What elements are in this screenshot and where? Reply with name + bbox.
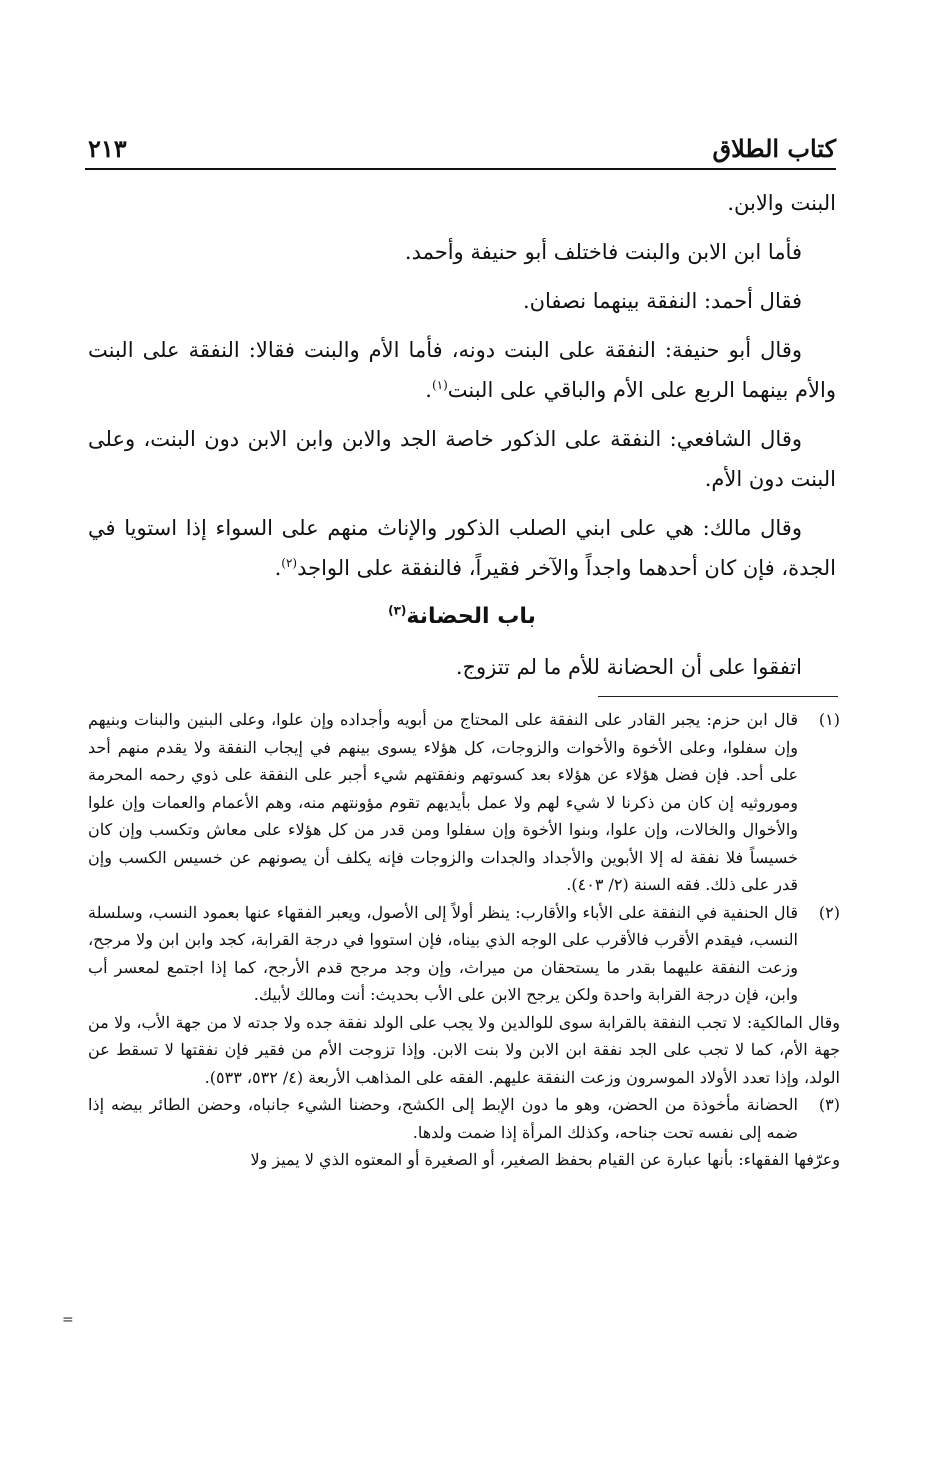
paragraph-6 [88,508,836,588]
footnote-ref-1[interactable]: (١) [431,378,448,392]
footnote-3-continuation: وعرّفها الفقهاء: بأنها عبارة عن القيام بحفظ الصغير، أو الصغيرة أو المعتوه الذي لا يميز ولا [250,1150,840,1169]
page-number: ٢١٣ [88,134,127,163]
footnote-ref-3[interactable]: (٣) [388,603,407,618]
page-header [88,130,836,170]
footnote-3-number: (٣) [818,1095,840,1114]
header-rule [85,168,836,170]
footnote-1-number: (١) [818,710,840,729]
main-text [88,183,836,687]
footnote-2-number: (٢) [818,902,840,922]
paragraph-2: فأما ابن الابن والبنت فاختلف أبو حنيفة وأحمد. [404,240,802,264]
paragraph-4-text: وقال أبو حنيفة: النفقة على البنت دونه، فأما الأم والبنت فقالا: النفقة على البنت والأم بينهما الربع على الأم والباقي على البنت [88,338,836,402]
paragraph-7: اتفقوا على أن الحضانة للأم ما لم تتزوج. [455,655,802,679]
section-heading-text: باب الحضانة [406,604,536,629]
paragraph-5: وقال الشافعي: النفقة على الذكور خاصة الجد والابن وابن الابن دون البنت، وعلى البنت دون الأم. [88,427,836,491]
footnote-2-text: قال الحنفية في النفقة على الأباء والأقارب: ينظر أولاً إلى الأصول، ويعبر الفقهاء عنها بعمود النسب، وسلسلة النسب، فيقدم الأقرب فالأقرب على الوجه الذي بيناه، فإن استووا في درجة القرابة، كجد وابن ابن ولا مرجح، وزعت النفقة عليهما بقدر ما يستحقان من ميراث، وإن وجد مرجح قدم الأرجح، كما إذا اجتمع لمعسر أب وابن، فإن درجة القرابة واحدة ولكن يرجح الابن على الأب بحديث: أنت ومالك لأبيك. [88,902,799,1004]
continuation-mark: = [62,1312,74,1328]
footnote-ref-2[interactable]: (٢) [281,556,298,570]
section-heading [88,597,836,637]
paragraph-6-end: . [274,556,282,580]
footnote-1 [88,706,840,899]
footnote-2-continuation: وقال المالكية: لا تجب النفقة بالقرابة سوى للوالدين ولا يجب على الولد نفقة جده ولا جدته لا من جهة الأب، ولا من جهة الأم، كما لا تجب على الجد نفقة ابن الابن ولا بنت الابن. وإذا تزوجت الأم من فقير فإن نفقتها لا تسقط عن الولد، وإذا تعدد الأولاد الموسرون وزعت النفقة عليهم. الفقه على المذاهب الأربعة (٤/ ٥٣٢، ٥٣٣). [88,1012,840,1087]
footnote-2 [88,899,840,1009]
running-title: كتاب الطلاق [712,134,836,163]
paragraph-3: فقال أحمد: النفقة بينهما نصفان. [522,289,802,313]
footnotes [88,706,840,1174]
paragraph-6-text: وقال مالك: هي على ابني الصلب الذكور والإناث منهم على السواء إذا استويا في الجدة، فإن كان أحدهما واجداً والآخر فقيراً، فالنفقة على الواجد [88,516,836,580]
footnote-separator [598,696,838,697]
footnote-3-text: الحضانة مأخوذة من الحضن، وهو ما دون الإبط إلى الكشح، وحضنا الشيء جانباه، وحضن الطائر بيضه إذا ضمه إلى نفسه تحت جناحه، وكذلك المرأة إذا ضمت ولدها. [88,1095,798,1142]
paragraph-4-end: . [425,378,432,402]
paragraph-1: البنت والابن. [727,191,836,215]
footnote-3 [88,1091,840,1146]
footnote-1-text: قال ابن حزم: يجبر القادر على النفقة على المحتاج من أبويه وأجداده وإن علوا، وعلى البنين والبنات وبنيهم وإن سفلوا، وعلى الأخوة والأخوات والزوجات، كل هؤلاء يسوى بينهم في إيجاب النفقة ولا يقدم منهم أحد على أحد. فإن فضل هؤلاء عن هؤلاء بعد كسوتهم ونفقتهم شيء أجبر على النفقة على ذوي رحمه المحرمة وموروثيه إن كان من ذكرنا لا شيء لهم ولا عمل بأيديهم تقوم مؤونتهم منه، وهم الأعمام والعمات وإن علوا والأخوال والخالات، وإن علوا، وبنوا الأخوة وإن سفلوا ومن قدر من كل هؤلاء على معاش وتكسب وإن كان خسيساً فلا نفقة له إلا الأبوين والأجداد والجدات والزوجات فإنه يكلف أن يصونهم عن خسيس الكسب وإن قدر على ذلك. فقه السنة (٢/ ٤٠٣). [88,710,798,894]
paragraph-4 [88,330,836,410]
